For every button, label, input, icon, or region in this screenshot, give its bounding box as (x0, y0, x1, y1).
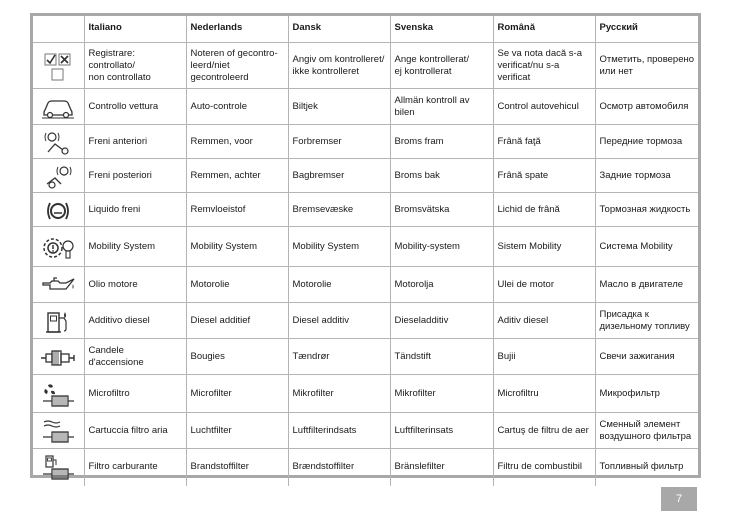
table-row (33, 159, 698, 193)
table-row (33, 193, 698, 227)
column-header: Română (493, 16, 595, 43)
column-header: Nederlands (186, 16, 288, 43)
table-cell: Bränslefilter (390, 449, 493, 486)
table-cell: Registrare: controllato/ non controllato (84, 43, 186, 89)
table-row (33, 267, 698, 303)
diesel-additive-icon (33, 303, 84, 339)
table-cell: Luftfilterinsats (390, 413, 493, 449)
table-cell: Brandstoffilter (186, 449, 288, 486)
table-cell: Lichid de frână (493, 193, 595, 227)
table-cell: Remmen, voor (186, 125, 288, 159)
table-cell: Bujii (493, 339, 595, 375)
table-cell: Diesel additiv (288, 303, 390, 339)
table-frame (30, 13, 701, 478)
fuel-filter-icon (33, 449, 84, 486)
table-cell: Control autovehicul (493, 89, 595, 125)
translation-table (33, 16, 698, 486)
table-cell: Allmän kontroll av bilen (390, 89, 493, 125)
table-cell: Se va nota dacă s-a verificat/nu s-a verificat (493, 43, 595, 89)
table-row (33, 413, 698, 449)
table-cell: Микрофильтр (595, 375, 698, 413)
table-cell: Bremsevæske (288, 193, 390, 227)
table-cell: Осмотр автомобиля (595, 89, 698, 125)
table-cell: Microfiltru (493, 375, 595, 413)
table-cell: Brændstoffilter (288, 449, 390, 486)
brake-fluid-icon (33, 193, 84, 227)
rear-brakes-icon (33, 159, 84, 193)
table-cell: Передние тормоза (595, 125, 698, 159)
table-cell: Cartuş de filtru de aer (493, 413, 595, 449)
table-cell: Масло в двигателе (595, 267, 698, 303)
table-cell: Ange kontrollerat/ ej kontrollerat (390, 43, 493, 89)
microfilter-icon (33, 375, 84, 413)
table-cell: Bougies (186, 339, 288, 375)
table-cell: Remvloeistof (186, 193, 288, 227)
table-cell: Luftfilterindsats (288, 413, 390, 449)
table-cell: Tändstift (390, 339, 493, 375)
table-cell: Microfilter (186, 375, 288, 413)
table-cell: Mobility-system (390, 227, 493, 267)
table-cell: Dieseladditiv (390, 303, 493, 339)
table-cell: Freni anteriori (84, 125, 186, 159)
table-cell: Noteren of gecontro- leerd/niet gecontroleerd (186, 43, 288, 89)
table-cell: Liquido freni (84, 193, 186, 227)
table-cell: Candele d'accensione (84, 339, 186, 375)
table-cell: Сменный элемент воздушного фильтра (595, 413, 698, 449)
page-number: 7 (661, 487, 697, 511)
table-cell: Ulei de motor (493, 267, 595, 303)
table-cell: Frână faţă (493, 125, 595, 159)
table-cell: Frână spate (493, 159, 595, 193)
front-brakes-icon (33, 125, 84, 159)
table-cell: Controllo vettura (84, 89, 186, 125)
table-cell: Aditiv diesel (493, 303, 595, 339)
table-cell: Mobility System (288, 227, 390, 267)
header-row (33, 16, 698, 43)
table-row (33, 89, 698, 125)
table-cell: Filtro carburante (84, 449, 186, 486)
table-cell: Forbremser (288, 125, 390, 159)
table-cell: Tændrør (288, 339, 390, 375)
table-cell: Motorolie (186, 267, 288, 303)
table-cell: Filtru de combustibil (493, 449, 595, 486)
table-cell: Bagbremser (288, 159, 390, 193)
table-cell: Diesel additief (186, 303, 288, 339)
header-icon-cell (33, 16, 84, 43)
car-inspection-icon (33, 89, 84, 125)
table-row (33, 43, 698, 89)
table-row (33, 303, 698, 339)
table-cell: Remmen, achter (186, 159, 288, 193)
table-cell: Свечи зажигания (595, 339, 698, 375)
spark-plug-icon (33, 339, 84, 375)
table-cell: Broms bak (390, 159, 493, 193)
column-header: Italiano (84, 16, 186, 43)
table-cell: Luchtfilter (186, 413, 288, 449)
table-cell: Motorolja (390, 267, 493, 303)
table-cell: Broms fram (390, 125, 493, 159)
table-row (33, 125, 698, 159)
table-cell: Auto-controle (186, 89, 288, 125)
table-cell: Bromsvätska (390, 193, 493, 227)
table-cell: Mobility System (84, 227, 186, 267)
check-cross-box-icon (33, 43, 84, 89)
table-row (33, 449, 698, 486)
column-header: Svenska (390, 16, 493, 43)
table-cell: Motorolie (288, 267, 390, 303)
table-cell: Mikrofilter (390, 375, 493, 413)
table-row (33, 227, 698, 267)
table-cell: Mobility System (186, 227, 288, 267)
table-cell: Sistem Mobility (493, 227, 595, 267)
table-cell: Отметить, проверено или нет (595, 43, 698, 89)
engine-oil-icon (33, 267, 84, 303)
table-cell: Angiv om kontrolleret/ ikke kontrolleret (288, 43, 390, 89)
table-cell: Biltjek (288, 89, 390, 125)
table-cell: Задние тормоза (595, 159, 698, 193)
table-cell: Additivo diesel (84, 303, 186, 339)
table-cell: Freni posteriori (84, 159, 186, 193)
table-cell: Mikrofilter (288, 375, 390, 413)
table-cell: Система Mobility (595, 227, 698, 267)
table-cell: Olio motore (84, 267, 186, 303)
table-cell: Cartuccia filtro aria (84, 413, 186, 449)
column-header: Dansk (288, 16, 390, 43)
mobility-system-icon (33, 227, 84, 267)
column-header: Русский (595, 16, 698, 43)
table-row (33, 375, 698, 413)
table-cell: Присадка к дизельному топливу (595, 303, 698, 339)
table-cell: Топливный фильтр (595, 449, 698, 486)
table-row (33, 339, 698, 375)
table-cell: Microfiltro (84, 375, 186, 413)
table-cell: Тормозная жидкость (595, 193, 698, 227)
air-filter-icon (33, 413, 84, 449)
